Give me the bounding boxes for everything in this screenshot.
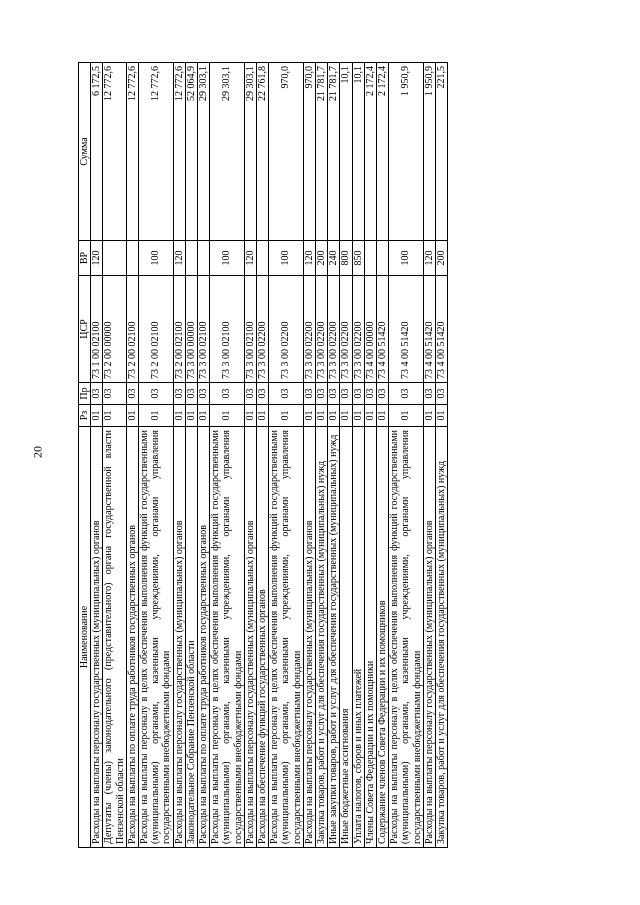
cell-pr: 03 [103, 383, 126, 405]
cell-sum: 12 772,6 [126, 63, 138, 241]
cell-pr: 03 [328, 383, 340, 405]
table-row [328, 63, 340, 848]
cell-name: Члены Совета Федерации и их помощники [364, 427, 376, 848]
cell-pr: 03 [340, 383, 352, 405]
cell-rz: 01 [423, 405, 435, 427]
cell-name: Депутаты (члены) законодательного (представительного) органа государственной власти Пензенской области [103, 427, 126, 848]
cell-vr: 240 [328, 241, 340, 276]
table-row [423, 63, 435, 848]
page-number: 20 [30, 446, 45, 458]
table-row [126, 63, 138, 848]
cell-vr [198, 241, 210, 276]
header-sum: Сумма [79, 63, 91, 241]
cell-vr [377, 241, 389, 276]
cell-name: Расходы на выплаты по оплате труда работников государственных органов [126, 427, 138, 848]
cell-rz: 01 [198, 405, 210, 427]
cell-name: Расходы на выплаты персоналу государственных (муниципальных) органов [173, 427, 185, 848]
cell-sum: 29 303,1 [244, 63, 256, 241]
cell-pr: 03 [173, 383, 185, 405]
cell-rz: 01 [173, 405, 185, 427]
cell-pr: 03 [316, 383, 328, 405]
cell-pr: 03 [364, 383, 376, 405]
cell-sum: 2 172,4 [377, 63, 389, 241]
cell-sum: 21 781,7 [316, 63, 328, 241]
cell-name: Расходы на выплаты персоналу государственных (муниципальных) органов [423, 427, 435, 848]
cell-vr [185, 241, 197, 276]
cell-rz: 01 [328, 405, 340, 427]
table-header-row [79, 63, 91, 848]
cell-sum: 2 172,4 [364, 63, 376, 241]
table-row [210, 63, 245, 848]
cell-csr: 73 2 00 02100 [173, 276, 185, 383]
cell-vr [364, 241, 376, 276]
cell-csr: 73 3 00 02200 [316, 276, 328, 383]
table-row [257, 63, 269, 848]
cell-vr: 200 [436, 241, 448, 276]
cell-vr: 850 [352, 241, 364, 276]
table-row [340, 63, 352, 848]
cell-vr: 800 [340, 241, 352, 276]
cell-sum: 10,1 [352, 63, 364, 241]
table-row [436, 63, 448, 848]
table-row [377, 63, 389, 848]
cell-pr: 03 [185, 383, 197, 405]
cell-sum: 970,0 [303, 63, 315, 241]
cell-pr: 03 [269, 383, 304, 405]
cell-vr: 120 [91, 241, 103, 276]
cell-name: Содержание членов Совета Федерации и их помощников [377, 427, 389, 848]
cell-csr: 73 2 00 02100 [139, 276, 174, 383]
cell-rz: 01 [316, 405, 328, 427]
cell-pr: 03 [377, 383, 389, 405]
table-row [173, 63, 185, 848]
cell-rz: 01 [269, 405, 304, 427]
cell-sum: 10,1 [340, 63, 352, 241]
cell-csr: 73 4 00 51420 [389, 276, 424, 383]
cell-name: Закупка товаров, работ и услуг для обеспечения государственных (муниципальных) нужд [436, 427, 448, 848]
cell-vr: 100 [389, 241, 424, 276]
table-row [198, 63, 210, 848]
cell-name: Иные бюджетные ассигнования [340, 427, 352, 848]
budget-table [78, 62, 448, 848]
cell-name: Расходы на выплаты персоналу государственных (муниципальных) органов [303, 427, 315, 848]
cell-vr [257, 241, 269, 276]
cell-name: Расходы на выплаты персоналу в целях обеспечения выполнения функций государственными (муниципальными) органами, казенными учреждениями, органами управления государственными внебюджетными фондами [139, 427, 174, 848]
table-row [269, 63, 304, 848]
cell-csr: 73 4 00 00000 [364, 276, 376, 383]
cell-name: Расходы на выплаты персоналу государственных (муниципальных) органов [91, 427, 103, 848]
cell-name: Расходы на выплаты персоналу в целях обеспечения выполнения функций государственными (муниципальными) органами, казенными учреждениями, органами управления государственными внебюджетными фондами [269, 427, 304, 848]
cell-vr: 120 [173, 241, 185, 276]
cell-vr: 120 [303, 241, 315, 276]
cell-sum: 1 950,9 [423, 63, 435, 241]
budget-table-sheet [78, 63, 543, 848]
cell-csr: 73 4 00 51420 [377, 276, 389, 383]
cell-csr: 73 3 00 02100 [244, 276, 256, 383]
cell-csr: 73 3 00 02200 [269, 276, 304, 383]
cell-name: Расходы на выплаты персоналу в целях обеспечения выполнения функций государственными (муниципальными) органами, казенными учреждениями, органами управления государственными внебюджетными фондами [210, 427, 245, 848]
header-vr: ВР [79, 241, 91, 276]
cell-sum: 29 303,1 [210, 63, 245, 241]
cell-rz: 01 [364, 405, 376, 427]
cell-pr: 03 [244, 383, 256, 405]
cell-pr: 03 [126, 383, 138, 405]
cell-pr: 03 [423, 383, 435, 405]
cell-rz: 01 [436, 405, 448, 427]
cell-vr: 200 [316, 241, 328, 276]
cell-csr: 73 2 00 02100 [126, 276, 138, 383]
cell-vr: 100 [210, 241, 245, 276]
cell-rz: 01 [303, 405, 315, 427]
table-body [91, 63, 448, 848]
cell-pr: 03 [210, 383, 245, 405]
cell-name: Расходы на выплаты персоналу государственных (муниципальных) органов [244, 427, 256, 848]
table-row [316, 63, 328, 848]
cell-rz: 01 [257, 405, 269, 427]
header-csr: ЦСР [79, 276, 91, 383]
cell-name: Закупка товаров, работ и услуг для обеспечения государственных (муниципальных) нужд [316, 427, 328, 848]
cell-pr: 03 [139, 383, 174, 405]
cell-rz: 01 [244, 405, 256, 427]
cell-name: Уплата налогов, сборов и иных платежей [352, 427, 364, 848]
cell-sum: 29 303,1 [198, 63, 210, 241]
header-pr: Пр [79, 383, 91, 405]
table-row [244, 63, 256, 848]
cell-sum: 1 950,9 [389, 63, 424, 241]
cell-vr [103, 241, 126, 276]
cell-sum: 52 064,9 [185, 63, 197, 241]
cell-sum: 21 781,7 [328, 63, 340, 241]
cell-rz: 01 [340, 405, 352, 427]
cell-rz: 01 [377, 405, 389, 427]
cell-rz: 01 [352, 405, 364, 427]
cell-pr: 03 [436, 383, 448, 405]
cell-csr: 73 3 00 02200 [303, 276, 315, 383]
cell-name: Расходы на выплаты персоналу в целях обеспечения выполнения функций государственными (муниципальными) органами, казенными учреждениями, органами управления государственными внебюджетными фондами [389, 427, 424, 848]
table-row [91, 63, 103, 848]
cell-csr: 73 3 00 02200 [328, 276, 340, 383]
table-row [303, 63, 315, 848]
cell-pr: 03 [303, 383, 315, 405]
cell-name: Расходы на выплаты по оплате труда работников государственных органов [198, 427, 210, 848]
cell-pr: 03 [91, 383, 103, 405]
table-row [364, 63, 376, 848]
cell-csr: 73 3 00 02100 [198, 276, 210, 383]
cell-name: Законодательное Собрание Пензенской области [185, 427, 197, 848]
cell-rz: 01 [389, 405, 424, 427]
cell-sum: 221,5 [436, 63, 448, 241]
cell-pr: 03 [198, 383, 210, 405]
cell-rz: 01 [91, 405, 103, 427]
cell-name: Расходы на обеспечение функций государственных органов [257, 427, 269, 848]
cell-vr: 120 [423, 241, 435, 276]
cell-pr: 03 [257, 383, 269, 405]
cell-rz: 01 [126, 405, 138, 427]
cell-rz: 01 [210, 405, 245, 427]
cell-csr: 73 3 00 02200 [340, 276, 352, 383]
cell-sum: 12 772,6 [103, 63, 126, 241]
cell-csr: 73 4 00 51420 [423, 276, 435, 383]
cell-pr: 03 [389, 383, 424, 405]
cell-csr: 73 3 00 02200 [352, 276, 364, 383]
cell-vr: 100 [139, 241, 174, 276]
cell-sum: 970,0 [269, 63, 304, 241]
table-row [352, 63, 364, 848]
table-row [103, 63, 126, 848]
cell-pr: 03 [352, 383, 364, 405]
header-rz: Рз [79, 405, 91, 427]
cell-csr: 73 2 00 00000 [103, 276, 126, 383]
table-row [389, 63, 424, 848]
cell-csr: 73 1 00 02100 [91, 276, 103, 383]
table-row [185, 63, 197, 848]
cell-csr: 73 4 00 51420 [436, 276, 448, 383]
cell-rz: 01 [139, 405, 174, 427]
cell-csr: 73 3 00 02100 [210, 276, 245, 383]
cell-csr: 73 3 00 00000 [185, 276, 197, 383]
cell-vr: 100 [269, 241, 304, 276]
cell-sum: 12 772,6 [173, 63, 185, 241]
cell-rz: 01 [103, 405, 126, 427]
cell-vr [126, 241, 138, 276]
header-name: Наименование [79, 427, 91, 848]
cell-rz: 01 [185, 405, 197, 427]
cell-vr: 120 [244, 241, 256, 276]
cell-csr: 73 3 00 02200 [257, 276, 269, 383]
cell-name: Иные закупки товаров, работ и услуг для обеспечения государственных (муниципальных) нужд [328, 427, 340, 848]
cell-sum: 6 172,5 [91, 63, 103, 241]
cell-sum: 12 772,6 [139, 63, 174, 241]
cell-sum: 22 761,8 [257, 63, 269, 241]
table-row [139, 63, 174, 848]
